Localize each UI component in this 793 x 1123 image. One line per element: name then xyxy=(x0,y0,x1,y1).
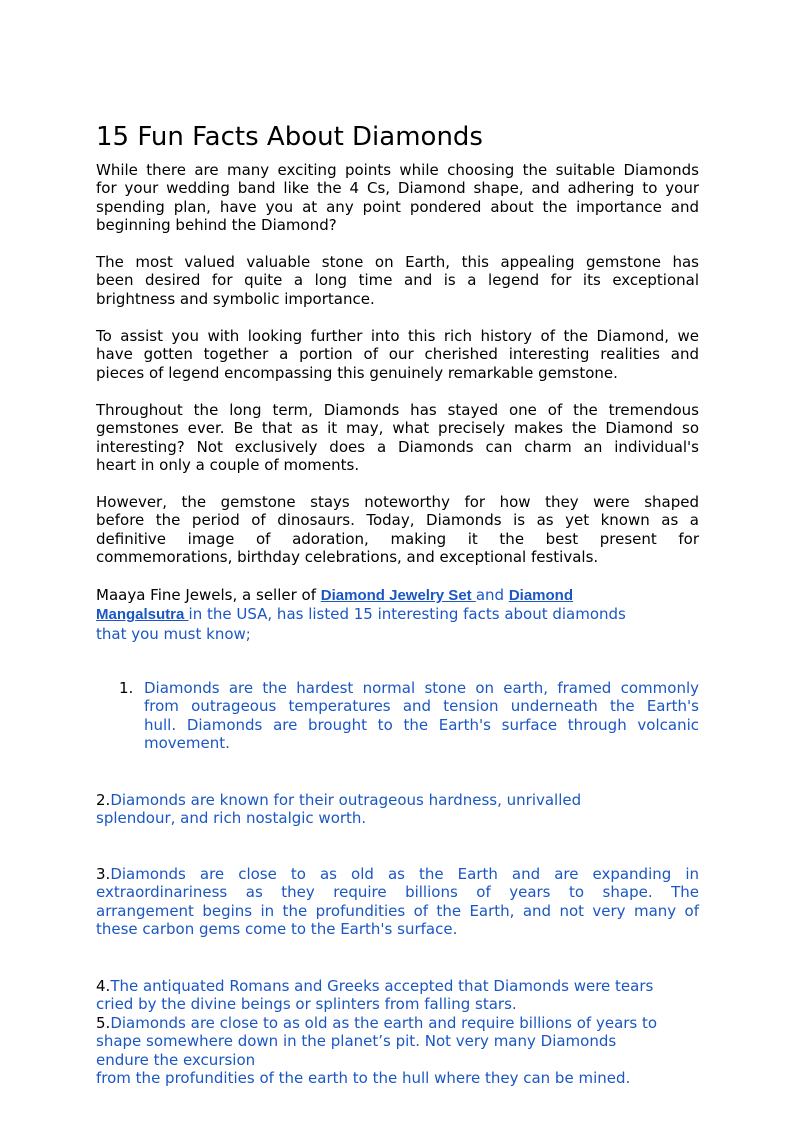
fact-line: hull. Diamonds are brought to the Earth's surface through volcanic xyxy=(144,715,699,734)
fact-line xyxy=(144,679,699,697)
paragraph-line: before the period of dinosaurs. Today, Diamonds is as yet known as a xyxy=(96,511,699,530)
fact-text: Diamonds are close to as old as the earth and require billions of years to xyxy=(110,1014,658,1032)
paragraph-line: heart in only a couple of moments. xyxy=(96,456,360,475)
fact-line: cried by the divine beings or splinters from falling stars. xyxy=(96,995,517,1014)
intro-paragraph xyxy=(96,586,699,643)
paragraph-line: commemorations, birthday celebrations, and exceptional festivals. xyxy=(96,548,599,567)
paragraph xyxy=(96,327,699,382)
fact-item xyxy=(96,791,699,828)
fact-line: from outrageous temperatures and tension underneath the Earth's xyxy=(144,697,699,716)
fact-line: shape somewhere down in the planet’s pit. Not very many Diamonds xyxy=(96,1032,617,1051)
fact-text: The antiquated Romans and Greeks accepted that Diamonds were tears xyxy=(110,977,654,995)
paragraph xyxy=(96,493,699,567)
paragraph-line: To assist you with looking further into this rich history of the Diamond, we xyxy=(96,327,699,345)
fact-line xyxy=(96,1014,699,1032)
fact-item xyxy=(96,977,699,1014)
fact-text: Diamonds are known for their outrageous hardness, unrivalled xyxy=(110,791,582,809)
paragraph-line: for your wedding band like the 4 Cs, Diamond shape, and adhering to your xyxy=(96,179,699,198)
diamond-mangalsutra-link-part2[interactable]: Mangalsutra xyxy=(96,606,189,624)
paragraph-line: definitive image of adoration, making it the best present for xyxy=(96,529,699,548)
fact-line xyxy=(96,791,699,809)
page-title: 15 Fun Facts About Diamonds xyxy=(96,122,483,152)
intro-rest-line2: that you must know; xyxy=(96,624,251,643)
paragraph-line: Throughout the long term, Diamonds has stayed one of the tremendous xyxy=(96,401,699,419)
fact-line: these carbon gems come to the Earth's surface. xyxy=(96,920,458,939)
fact-number: 5. xyxy=(96,1014,111,1032)
paragraph-line: pieces of legend encompassing this genuinely remarkable gemstone. xyxy=(96,363,618,382)
intro-and: and xyxy=(475,586,509,604)
fact-number: 1. xyxy=(119,679,134,697)
paragraph-line: While there are many exciting points while choosing the suitable Diamonds xyxy=(96,161,699,179)
paragraph-line: The most valued valuable stone on Earth, this appealing gemstone has xyxy=(96,253,699,271)
intro-rest: in the USA, has listed 15 interesting facts about diamonds xyxy=(188,605,626,624)
paragraph-line: However, the gemstone stays noteworthy for how they were shaped xyxy=(96,493,699,511)
fact-line: from the profundities of the earth to the hull where they can be mined. xyxy=(96,1069,631,1088)
fact-text: Diamonds are close to as old as the Earth and are expanding in xyxy=(110,865,699,883)
fact-item xyxy=(96,1014,699,1088)
fact-line: arrangement begins in the profundities of the Earth, and not very many of xyxy=(96,901,699,920)
fact-line: endure the excursion xyxy=(96,1050,256,1069)
paragraph xyxy=(96,253,699,308)
paragraph xyxy=(96,401,699,475)
fact-text: Diamonds are the hardest normal stone on earth, framed commonly xyxy=(144,679,699,697)
fact-number: 2. xyxy=(96,791,111,809)
paragraph-line: interesting? Not exclusively does a Diamonds can charm an individual's xyxy=(96,437,699,456)
fact-item xyxy=(119,679,699,753)
paragraph-line: spending plan, have you at any point pondered about the importance and xyxy=(96,197,699,216)
fact-line: splendour, and rich nostalgic worth. xyxy=(96,809,367,828)
fact-line xyxy=(96,865,699,883)
diamond-mangalsutra-link-part1[interactable]: Diamond xyxy=(508,587,573,604)
paragraph xyxy=(96,161,699,235)
paragraph-line: beginning behind the Diamond? xyxy=(96,216,337,235)
paragraph-line: been desired for quite a long time and is a legend for its exceptional xyxy=(96,271,699,290)
paragraph-line: have gotten together a portion of our cherished interesting realities and xyxy=(96,345,699,364)
fact-number: 4. xyxy=(96,977,111,995)
diamond-jewelry-set-link[interactable]: Diamond Jewelry Set xyxy=(320,587,476,604)
fact-number: 3. xyxy=(96,865,111,883)
fact-line xyxy=(96,977,699,995)
paragraph-line: gemstones ever. Be that as it may, what precisely makes the Diamond so xyxy=(96,419,699,438)
fact-line: movement. xyxy=(144,734,230,753)
fact-line: extraordinariness as they require billions of years to shape. The xyxy=(96,883,699,902)
intro-prefix: Maaya Fine Jewels, a seller of xyxy=(96,586,321,604)
fact-item xyxy=(96,865,699,939)
paragraph-line: brightness and symbolic importance. xyxy=(96,289,375,308)
